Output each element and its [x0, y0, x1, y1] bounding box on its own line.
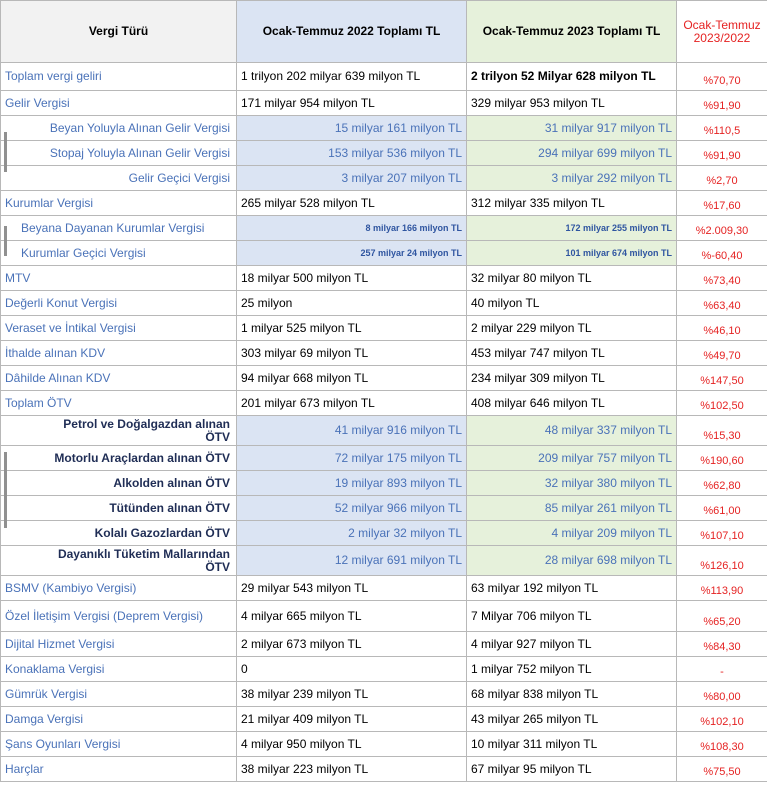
row-change: %102,50	[677, 391, 767, 416]
table-row	[1, 191, 767, 216]
row-2023: 209 milyar 757 milyon TL	[467, 446, 677, 471]
table-row	[1, 266, 767, 291]
row-name: İthalde alınan KDV	[1, 341, 237, 366]
row-change: %108,30	[677, 732, 767, 757]
row-name: Dayanıklı Tüketim Mallarından ÖTV	[1, 546, 237, 576]
header-2022-total: Ocak-Temmuz 2022 Toplamı TL	[237, 1, 467, 63]
row-change: %49,70	[677, 341, 767, 366]
row-change: %190,60	[677, 446, 767, 471]
row-2023: 85 milyar 261 milyon TL	[467, 496, 677, 521]
row-name: Toplam vergi geliri	[1, 63, 237, 91]
row-2023: 32 milyar 380 milyon TL	[467, 471, 677, 496]
table-row	[1, 657, 767, 682]
row-2023: 2 milyar 229 milyon TL	[467, 316, 677, 341]
row-change: %-60,40	[677, 241, 767, 266]
header-tax-type: Vergi Türü	[1, 1, 237, 63]
row-2022: 29 milyar 543 milyon TL	[237, 576, 467, 601]
row-change: %70,70	[677, 63, 767, 91]
row-2022: 303 milyar 69 milyon TL	[237, 341, 467, 366]
table-row	[1, 471, 767, 496]
row-2022: 201 milyar 673 milyon TL	[237, 391, 467, 416]
row-name: Gelir Vergisi	[1, 91, 237, 116]
row-2022: 171 milyar 954 milyon TL	[237, 91, 467, 116]
row-2023: 7 Milyar 706 milyon TL	[467, 601, 677, 632]
row-2023: 63 milyar 192 milyon TL	[467, 576, 677, 601]
row-2023: 48 milyar 337 milyon TL	[467, 416, 677, 446]
row-change: %126,10	[677, 546, 767, 576]
row-change: %62,80	[677, 471, 767, 496]
row-change: %110,5	[677, 116, 767, 141]
table-row	[1, 521, 767, 546]
row-2022: 94 milyar 668 milyon TL	[237, 366, 467, 391]
row-name: Şans Oyunları Vergisi	[1, 732, 237, 757]
row-change: %113,90	[677, 576, 767, 601]
table-row	[1, 366, 767, 391]
row-2022: 153 milyar 536 milyon TL	[237, 141, 467, 166]
row-2023: 67 milyar 95 milyon TL	[467, 757, 677, 782]
row-change: %65,20	[677, 601, 767, 632]
row-change: %46,10	[677, 316, 767, 341]
row-name: Damga Vergisi	[1, 707, 237, 732]
row-2022: 8 milyar 166 milyon TL	[237, 216, 467, 241]
table-row	[1, 707, 767, 732]
header-2023-total: Ocak-Temmuz 2023 Toplamı TL	[467, 1, 677, 63]
row-name: Özel İletişim Vergisi (Deprem Vergisi)	[1, 601, 237, 632]
row-2023: 234 milyar 309 milyon TL	[467, 366, 677, 391]
row-2023: 4 milyar 209 milyon TL	[467, 521, 677, 546]
row-change: %2,70	[677, 166, 767, 191]
row-change: %107,10	[677, 521, 767, 546]
table-row	[1, 216, 767, 241]
table-row	[1, 116, 767, 141]
group-bracket	[4, 132, 7, 172]
row-change: %84,30	[677, 632, 767, 657]
row-2023: 43 milyar 265 milyon TL	[467, 707, 677, 732]
row-2023: 2 trilyon 52 Milyar 628 milyon TL	[467, 63, 677, 91]
table-row	[1, 166, 767, 191]
row-change: -	[677, 657, 767, 682]
row-name: Petrol ve Doğalgazdan alınan ÖTV	[1, 416, 237, 446]
table-row	[1, 757, 767, 782]
row-name: Veraset ve İntikal Vergisi	[1, 316, 237, 341]
row-change: %17,60	[677, 191, 767, 216]
header-change: Ocak-Temmuz 2023/2022	[677, 1, 767, 63]
row-change: %2.009,30	[677, 216, 767, 241]
row-2022: 38 milyar 223 milyon TL	[237, 757, 467, 782]
row-change: %63,40	[677, 291, 767, 316]
group-bracket	[4, 226, 7, 256]
row-name: Beyan Yoluyla Alınan Gelir Vergisi	[1, 116, 237, 141]
row-2022: 4 milyar 950 milyon TL	[237, 732, 467, 757]
row-name: Kurumlar Vergisi	[1, 191, 237, 216]
table-row	[1, 546, 767, 576]
row-2023: 453 milyar 747 milyon TL	[467, 341, 677, 366]
row-change: %15,30	[677, 416, 767, 446]
row-2023: 31 milyar 917 milyon TL	[467, 116, 677, 141]
table-row	[1, 601, 767, 632]
table-row	[1, 576, 767, 601]
table-row	[1, 91, 767, 116]
table-row	[1, 316, 767, 341]
row-name: Değerli Konut Vergisi	[1, 291, 237, 316]
row-name: Tütünden alınan ÖTV	[1, 496, 237, 521]
row-name: Kolalı Gazozlardan ÖTV	[1, 521, 237, 546]
row-2023: 10 milyar 311 milyon TL	[467, 732, 677, 757]
row-name: BSMV (Kambiyo Vergisi)	[1, 576, 237, 601]
row-2023: 32 milyar 80 milyon TL	[467, 266, 677, 291]
row-2023: 28 milyar 698 milyon TL	[467, 546, 677, 576]
row-2023: 4 milyar 927 milyon TL	[467, 632, 677, 657]
row-name: Konaklama Vergisi	[1, 657, 237, 682]
row-change: %91,90	[677, 91, 767, 116]
group-bracket	[4, 452, 7, 528]
row-name: Motorlu Araçlardan alınan ÖTV	[1, 446, 237, 471]
row-2023: 40 milyon TL	[467, 291, 677, 316]
row-2023: 294 milyar 699 milyon TL	[467, 141, 677, 166]
row-2022: 12 milyar 691 milyon TL	[237, 546, 467, 576]
row-change: %147,50	[677, 366, 767, 391]
row-change: %75,50	[677, 757, 767, 782]
table-row	[1, 391, 767, 416]
row-name: Harçlar	[1, 757, 237, 782]
row-change: %91,90	[677, 141, 767, 166]
row-name: Gümrük Vergisi	[1, 682, 237, 707]
row-change: %102,10	[677, 707, 767, 732]
row-2022: 265 milyar 528 milyon TL	[237, 191, 467, 216]
row-2022: 25 milyon	[237, 291, 467, 316]
row-name: Dâhilde Alınan KDV	[1, 366, 237, 391]
table-row	[1, 291, 767, 316]
row-2022: 2 milyar 32 milyon TL	[237, 521, 467, 546]
table-row	[1, 63, 767, 91]
table-row	[1, 341, 767, 366]
row-name: Alkolden alınan ÖTV	[1, 471, 237, 496]
row-2023: 68 milyar 838 milyon TL	[467, 682, 677, 707]
row-change: %80,00	[677, 682, 767, 707]
row-2023: 172 milyar 255 milyon TL	[467, 216, 677, 241]
row-change: %73,40	[677, 266, 767, 291]
row-2022: 1 trilyon 202 milyar 639 milyon TL	[237, 63, 467, 91]
row-name: Gelir Geçici Vergisi	[1, 166, 237, 191]
row-2022: 41 milyar 916 milyon TL	[237, 416, 467, 446]
row-name: MTV	[1, 266, 237, 291]
row-2022: 0	[237, 657, 467, 682]
row-2022: 52 milyar 966 milyon TL	[237, 496, 467, 521]
table-row	[1, 416, 767, 446]
row-2022: 257 milyar 24 milyon TL	[237, 241, 467, 266]
table-row	[1, 446, 767, 471]
row-2022: 21 milyar 409 milyon TL	[237, 707, 467, 732]
row-change: %61,00	[677, 496, 767, 521]
row-name: Beyana Dayanan Kurumlar Vergisi	[1, 216, 237, 241]
row-name: Stopaj Yoluyla Alınan Gelir Vergisi	[1, 141, 237, 166]
row-2023: 1 milyar 752 milyon TL	[467, 657, 677, 682]
row-2022: 2 milyar 673 milyon TL	[237, 632, 467, 657]
row-2022: 19 milyar 893 milyon TL	[237, 471, 467, 496]
row-2023: 3 milyar 292 milyon TL	[467, 166, 677, 191]
table-row	[1, 682, 767, 707]
row-2022: 4 milyar 665 milyon TL	[237, 601, 467, 632]
table-row	[1, 141, 767, 166]
row-2023: 408 milyar 646 milyon TL	[467, 391, 677, 416]
row-2022: 15 milyar 161 milyon TL	[237, 116, 467, 141]
row-2022: 38 milyar 239 milyon TL	[237, 682, 467, 707]
table-row	[1, 632, 767, 657]
row-2022: 3 milyar 207 milyon TL	[237, 166, 467, 191]
table-row	[1, 732, 767, 757]
table-row	[1, 241, 767, 266]
row-2022: 1 milyar 525 milyon TL	[237, 316, 467, 341]
row-2023: 329 milyar 953 milyon TL	[467, 91, 677, 116]
row-2022: 18 milyar 500 milyon TL	[237, 266, 467, 291]
row-name: Dijital Hizmet Vergisi	[1, 632, 237, 657]
row-2023: 312 milyar 335 milyon TL	[467, 191, 677, 216]
row-2023: 101 milyar 674 milyon TL	[467, 241, 677, 266]
row-2022: 72 milyar 175 milyon TL	[237, 446, 467, 471]
row-name: Kurumlar Geçici Vergisi	[1, 241, 237, 266]
row-name: Toplam ÖTV	[1, 391, 237, 416]
table-row	[1, 496, 767, 521]
